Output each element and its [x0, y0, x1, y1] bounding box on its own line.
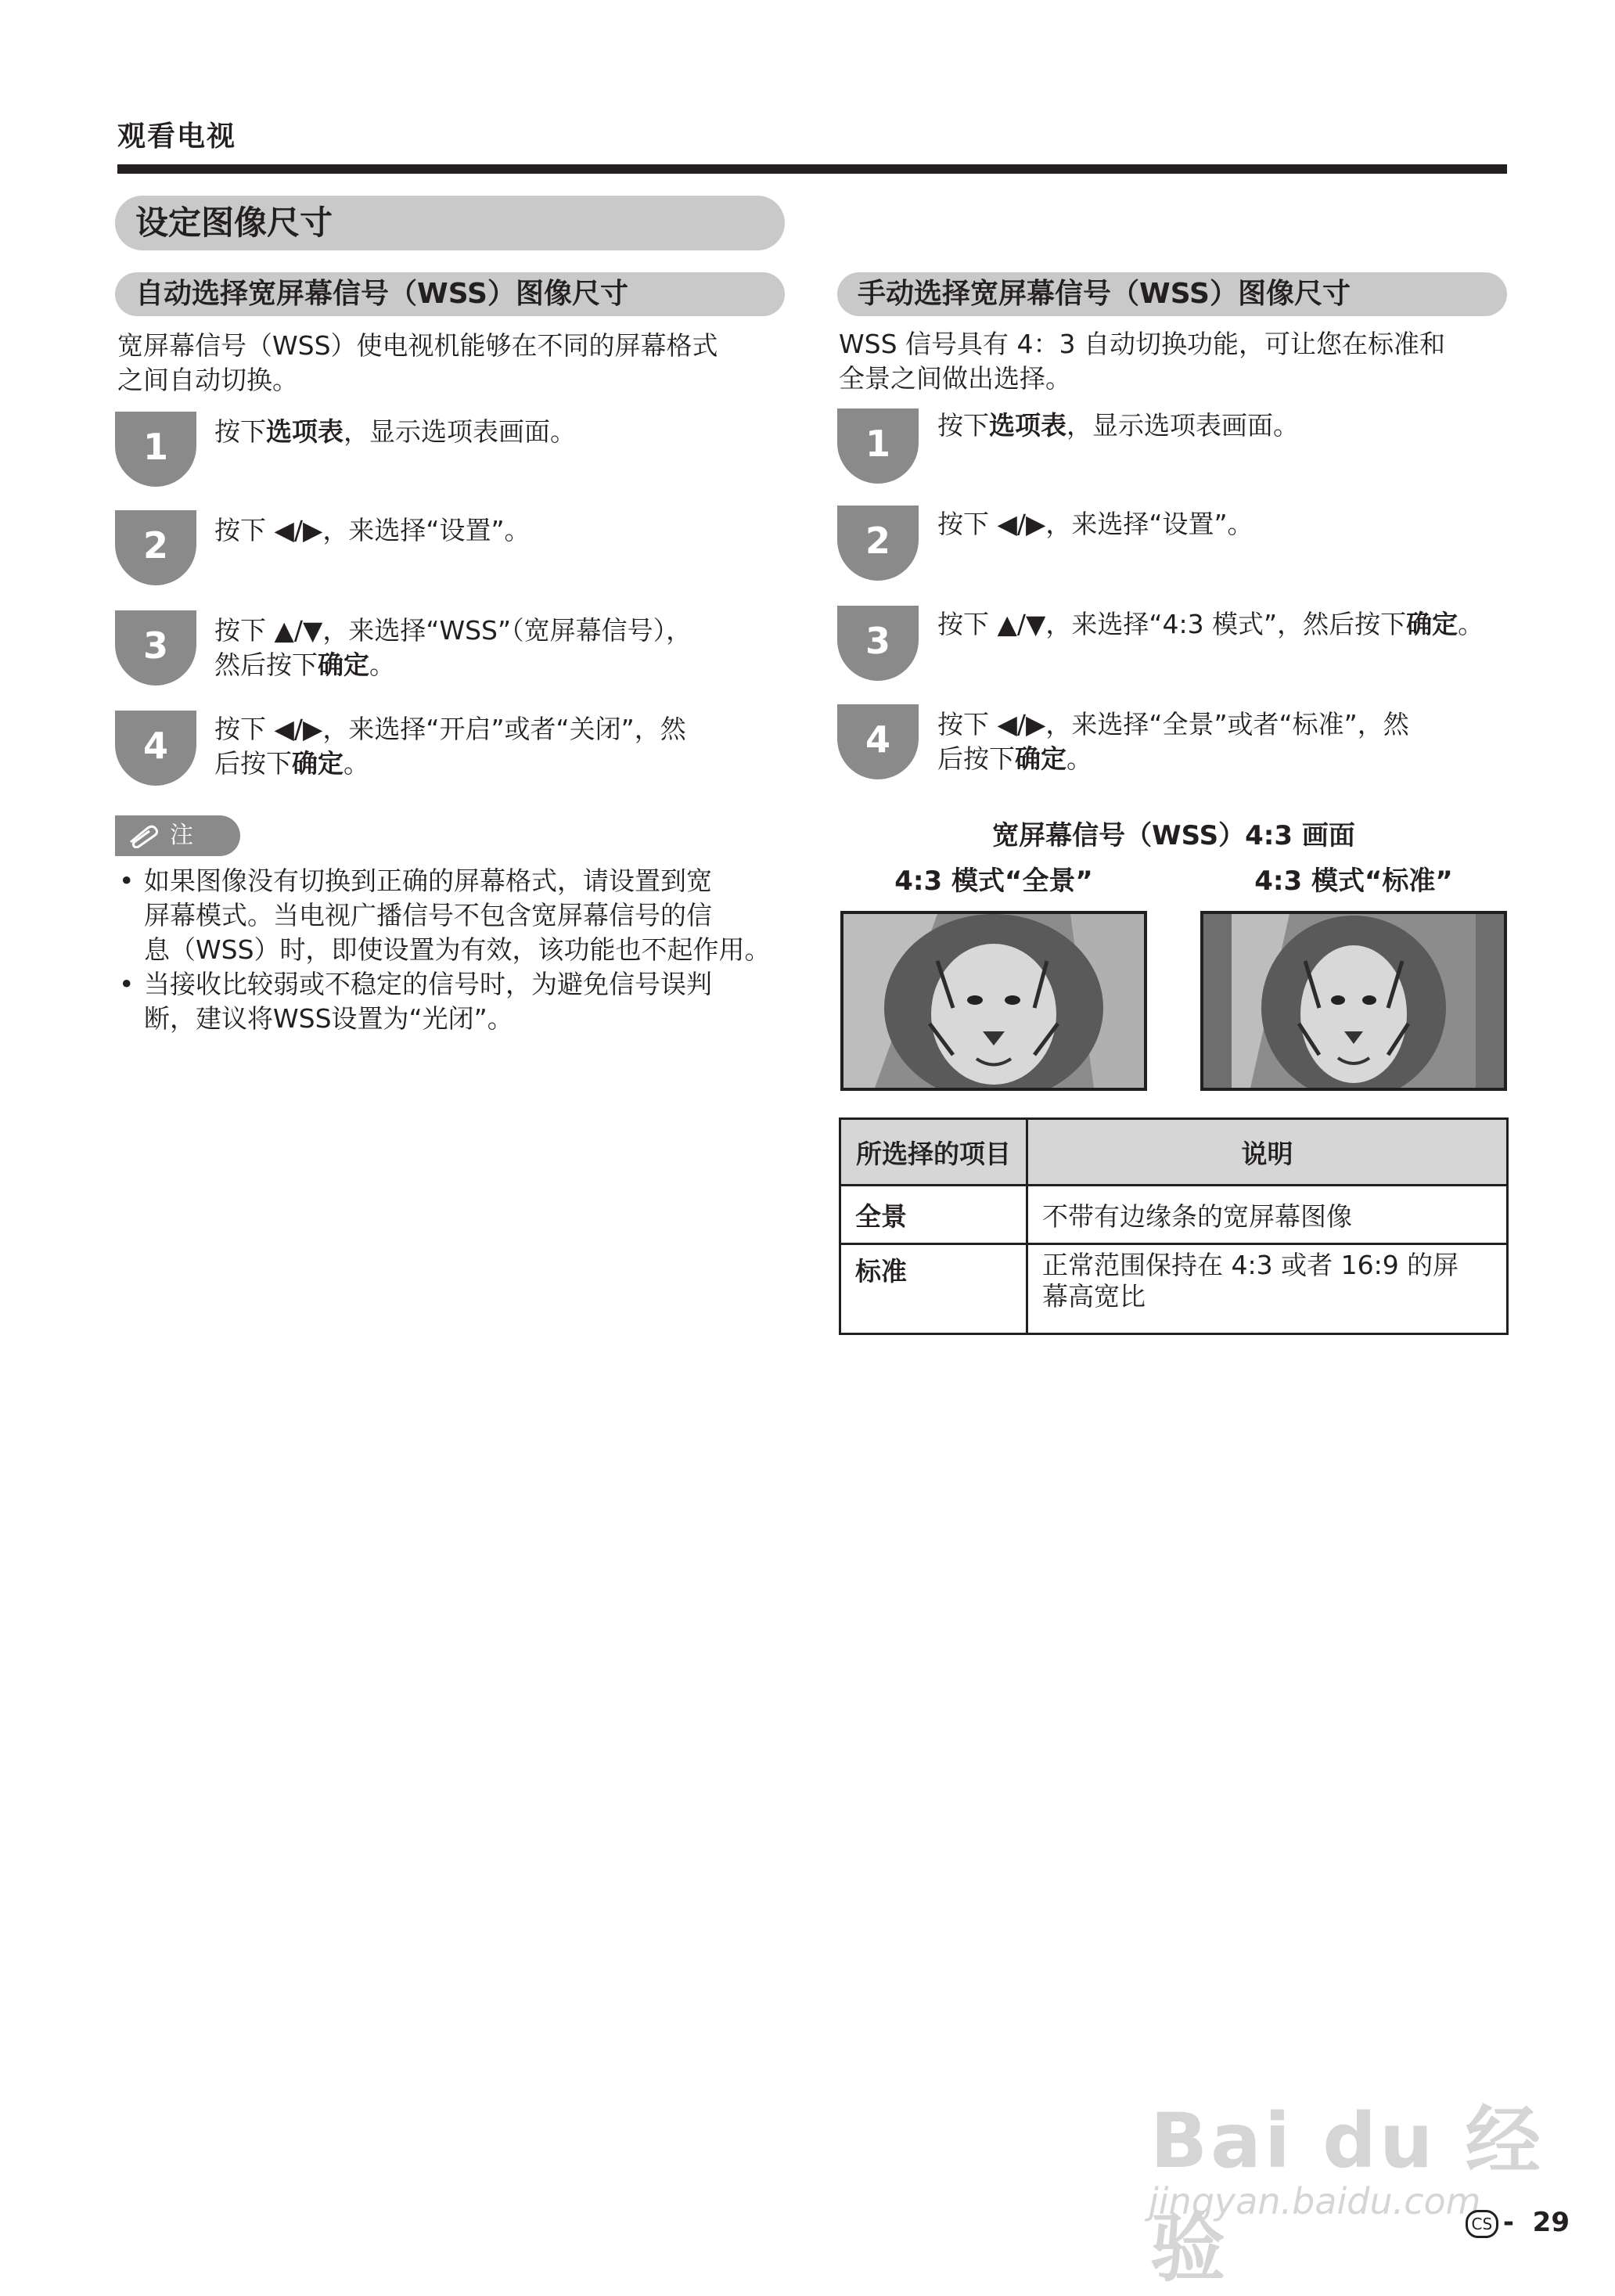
figure-label-full: 4:3 模式“全景” [894, 865, 1093, 897]
table-row [840, 1186, 1508, 1244]
right-step-1-text: 按下选项表，显示选项表画面。 [937, 410, 1299, 441]
right-subtitle: 手动选择宽屏幕信号（WSS）图像尺寸 [837, 272, 1507, 316]
right-intro [839, 327, 1512, 396]
left-step-2-number: 2 [115, 510, 196, 585]
paperclip-icon [126, 825, 162, 848]
page-separator: - [1502, 2207, 1514, 2238]
right-step-1-number: 1 [837, 408, 919, 484]
note-badge [115, 815, 240, 856]
table-header-desc: 说明 [1027, 1119, 1508, 1186]
left-step-3-text: 按下 ▲/▼，来选择“WSS”（宽屏幕信号）， 然后按下确定。 [214, 615, 692, 680]
tv-screen-normal [1200, 911, 1507, 1091]
table-cell-desc: 正常范围保持在 4:3 或者 16:9 的屏 幕高宽比 [1027, 1244, 1508, 1334]
settings-table [839, 1117, 1509, 1335]
table-cell-item: 标准 [840, 1244, 1027, 1334]
right-intro-line-2: 全景之间做出选择。 [839, 363, 1071, 394]
note-list [117, 864, 787, 1036]
table-row [840, 1244, 1508, 1334]
left-step-2-text: 按下 ◀/▶，来选择“设置”。 [214, 515, 531, 545]
left-intro [117, 329, 790, 398]
right-intro-line-1: WSS 信号具有 4：3 自动切换功能，可让您在标准和 [839, 329, 1445, 359]
left-step-3-number: 3 [115, 610, 196, 686]
right-step-3-number: 3 [837, 606, 919, 681]
section-label: 观看电视 [117, 121, 237, 153]
left-step-1-text: 按下选项表，显示选项表画面。 [214, 416, 576, 447]
table-cell-desc: 不带有边缘条的宽屏幕图像 [1027, 1186, 1508, 1244]
page-number [1466, 2207, 1570, 2238]
watermark-logo: Bai du 经验 [1150, 2097, 1544, 2292]
watermark-url: jingyan.baidu.com [1149, 2180, 1481, 2222]
note-item: • 如果图像没有切换到正确的屏幕格式，请设置到宽 屏幕模式。当电视广播信号不包含宽屏幕信号的信 息（WSS）时，即使设置为有效，该功能也不起作用。 [119, 865, 771, 965]
right-step-2-number: 2 [837, 506, 919, 581]
lion-image-normal [1203, 914, 1504, 1088]
page-number-value: 29 [1532, 2207, 1570, 2238]
figure-title: 宽屏幕信号（WSS）4:3 画面 [992, 820, 1355, 851]
page-title: 设定图像尺寸 [115, 196, 785, 250]
left-step-4-number: 4 [115, 711, 196, 786]
lion-image-full [843, 914, 1144, 1088]
note-item: • 当接收比较弱或不稳定的信号时，为避免信号误判 断，建议将WSS设置为“光闭”。 [119, 969, 712, 1034]
table-header-row [840, 1119, 1508, 1186]
right-step-3-text: 按下 ▲/▼，来选择“4:3 模式”，然后按下确定。 [937, 609, 1484, 639]
right-step-4-number: 4 [837, 704, 919, 779]
language-badge: CS [1466, 2210, 1498, 2238]
left-intro-line-1: 宽屏幕信号（WSS）使电视机能够在不同的屏幕格式 [117, 330, 718, 361]
note-label: 注 [170, 822, 193, 849]
left-intro-line-2: 之间自动切换。 [117, 365, 298, 395]
figure-label-normal: 4:3 模式“标准” [1254, 865, 1453, 897]
table-header-item: 所选择的项目 [840, 1119, 1027, 1186]
right-step-2-text: 按下 ◀/▶，来选择“设置”。 [937, 509, 1254, 539]
tv-screen-full [840, 911, 1147, 1091]
table-cell-item: 全景 [840, 1186, 1027, 1244]
left-step-4-text: 按下 ◀/▶，来选择“开启”或者“关闭”，然 后按下确定。 [214, 714, 686, 779]
left-subtitle: 自动选择宽屏幕信号（WSS）图像尺寸 [115, 272, 785, 316]
header-rule [117, 164, 1507, 174]
right-step-4-text: 按下 ◀/▶，来选择“全景”或者“标准”，然 后按下确定。 [937, 709, 1409, 774]
left-step-1-number: 1 [115, 412, 196, 487]
